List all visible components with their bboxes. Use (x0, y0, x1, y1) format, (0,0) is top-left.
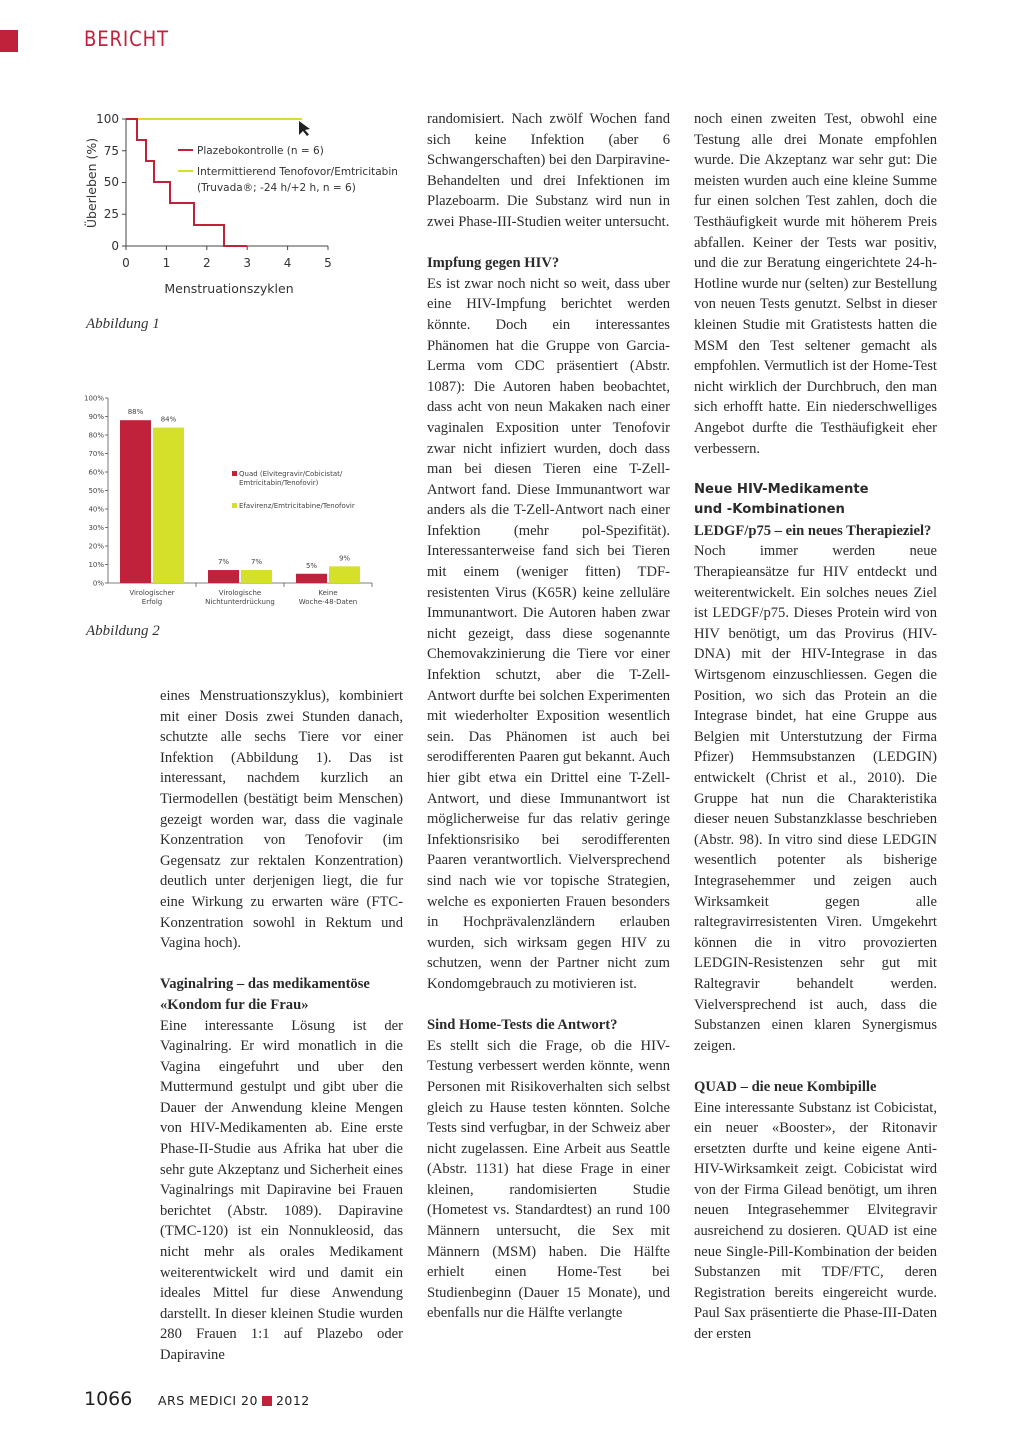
magazine-name: ARS MEDICI 20 (158, 1393, 258, 1408)
figure2-bar (120, 420, 151, 583)
figure2-bar (296, 574, 327, 583)
figure1-xtick: 1 (162, 256, 171, 270)
figure2-legend-label: Emtricitabin/Tenofovir) (239, 479, 319, 487)
figure2-ytick-label: 0% (92, 579, 104, 588)
figure2-category-label: Erfolg (141, 598, 163, 606)
figure2-category-label: Keine (318, 589, 338, 597)
figure1-ytick: 50 (103, 175, 119, 189)
page-number: 1066 (84, 1388, 133, 1410)
col2-heading-home-tests: Sind Home-Tests die Antwort? (427, 1017, 618, 1034)
figure2-ytick-label: 40% (88, 505, 104, 514)
figure2-caption: Abbildung 2 (86, 623, 160, 639)
col2-paragraph-1: randomisiert. Nach zwölf Wochen fand sich keine Infektion (aber 6 Schwangerschaften) bei den Darpiravine-Behandelten und drei Infektionen im Plazeboarm. Die Substanz wird nun in zwei Phase-III-Studien weiter untersucht. (427, 111, 670, 230)
column-3 (694, 109, 937, 1345)
figure2-category-label: Virologischer (129, 589, 175, 597)
col2-heading-impfung: Impfung gegen HIV? (427, 255, 560, 272)
figure2-ytick-label: 20% (88, 542, 104, 551)
col3-heading-neue-medikamente: Neue HIV-Medikamente und -Kombinationen (694, 481, 869, 518)
figure2-legend-label: Efavirenz/Emtricitabine/Tenofovir (239, 502, 355, 510)
figure2-data-label: 7% (250, 558, 263, 567)
figure1-xtick: 5 (324, 256, 332, 270)
figure2-data-label: 9% (338, 554, 351, 563)
figure2-bar (208, 570, 239, 583)
figure2-ytick-label: 90% (88, 413, 104, 421)
figure1-xtick: 0 (122, 256, 130, 270)
figure2-data-label: 84% (160, 415, 177, 424)
column-1 (160, 686, 403, 1366)
figure1-xtick: 3 (243, 256, 252, 270)
figure1-ytick: 100 (96, 112, 119, 126)
column-2 (427, 109, 670, 1324)
figure2-legend-swatch (232, 503, 237, 508)
figure2-ytick-label: 50% (88, 487, 104, 495)
figure1-xtick: 4 (283, 256, 292, 270)
figure1-legend-placebo: Plazebokontrolle (n = 6) (197, 145, 324, 157)
figure1-chart (82, 105, 412, 305)
figure1-yticks (96, 112, 126, 253)
figure2-bar (241, 570, 272, 583)
figure1-xlabel: Menstruationszyklen (164, 281, 294, 296)
col1-paragraph-2: Eine interessante Lösung ist der Vaginalring. Er wird monatlich in die Vagina eingefuhrt und uber den Muttermund gestulpt und gibt uber die Dauer der Anwendung kleine Mengen von HIV-Medikamenten ab. Eine erste Phase-II-Studie aus Afrika hat uber die sehr gute Akzeptanz und Sicherheit eines Vaginalrings mit Dapiravine bei Frauen berichtet (Abstr. 1089). Dapiravine (TMC-120) ist ein Nonnukleosid, das nicht mehr als orales Medikament weiterentwickelt wird und damit ein ideales Mittel fur diese Anwendung darstellt. In dieser kleinen Studie wurden 280 Frauen 1:1 auf Plazebo oder Dapiravine (160, 1017, 403, 1363)
col3-paragraph-1: noch einen zweiten Test, obwohl eine Testung alle drei Monate empfohlen wurde. Die Akzeptanz war sehr gut: Die meisten wurden auch eine kleine Summe fur einen solchen Test zahlen, doch die Testhäufigkeit wurde mit höherem Preis abfallen. Keiner der Tests war positiv, und die zur Beratung eingerichtete 24-h-Hotline wurde nur (selten) zur Bestellung von neuen Tests genutzt. Selbst in dieser kleinen Studie mit Gratistests hatten die MSM den Test seltener gemacht als empfohlen. Vermutlich ist der Home-Test nicht wirklich der Durchbruch, den man sich erhofft hatte. Ein niederschwelliges Angebot durfte die Testhäufigkeit eher verbessern. (694, 111, 937, 457)
col3-heading-ledgf: LEDGF/p75 – ein neues Therapieziel? (694, 522, 932, 539)
section-color-marker (0, 30, 18, 52)
figure1-xticks (122, 246, 332, 270)
figure2-bar (329, 566, 360, 583)
col2-paragraph-3: Es stellt sich die Frage, ob die HIV-Testung verbessert werden könnte, wenn Personen mit Risikoverhalten sich selbst gleich zu Hause testen könnten. Solche Tests sind verfugbar, in der Schweiz aber nicht zugelassen. Eine Arbeit aus Seattle (Abstr. 1131) hat diese Frage in einer kleinen, randomisierten Studie (Hometest vs. Standardtest) an rund 100 Männern untersucht, die Sex mit Männern (MSM) haben. Die Hälfte erhielt einen Home-Test bei Studienbeginn (Dauer 15 Monate), und ebenfalls nur die Hälfte verlangte (427, 1037, 670, 1322)
footer-square-marker (262, 1396, 272, 1406)
figure1-ylabel: Überleben (%) (84, 137, 99, 229)
figure2-chart (82, 390, 412, 615)
magazine-issue (158, 1393, 310, 1408)
figure2-ytick-label: 70% (88, 450, 104, 458)
figure2-data-label: 5% (305, 561, 318, 570)
figure2-bar (153, 428, 184, 583)
figure1-ytick: 75 (103, 144, 119, 158)
figure2-ytick-label: 100% (83, 394, 104, 403)
figure2-data-label: 7% (217, 558, 230, 567)
figure1-legend-truvada: Intermittierend Tenofovor/Emtricitabin (197, 166, 398, 178)
figure1-ytick: 25 (103, 207, 119, 221)
figure2-category-label: Woche-48-Daten (298, 598, 358, 606)
figure2-ytick-label: 10% (88, 561, 104, 569)
cursor-arrow-icon (299, 121, 310, 136)
figure2-ytick-label: 60% (88, 468, 104, 477)
col3-paragraph-3: Eine interessante Substanz ist Cobicistat, ein neuer «Booster», der Ritonavir ersetzten durfte und keine eigene Anti-HIV-Wirksamkeit zeigt. Cobicistat wird von der Firma Gilead benötigt, um ihren neuen Integrasehemmer Elvitegravir ausreichend zu dosieren. QUAD ist eine neue Single-Pill-Kombination der beiden Substanzen mit TDF/FTC, deren Registration bereits eingereicht wurde. Paul Sax präsentierte die Phase-III-Daten der ersten (694, 1099, 937, 1343)
col1-paragraph-1: eines Menstruationszyklus), kombiniert mit einer Dosis zwei Stunden danach, schutzte alle sechs Tiere vor einer Infektion (Abbildung 1). Das ist interessant, nachdem kurzlich an Tiermodellen (bestätigt beim Menschen) gezeigt worden war, dass die vaginale Konzentration von Tenofovir (im Gegensatz zur rektalen Konzentration) deutlich unter derjenigen liegt, die fur eine Wirkung zu erwarten wäre (FTC-Konzentration sowohl in Rektum und Vagina hoch). (160, 688, 403, 952)
col1-heading-vaginalring: Vaginalring – das medikamentöse «Kondom fur die Frau» (160, 976, 370, 1013)
figure1-xtick: 2 (202, 256, 211, 270)
figure2-legend-label: Quad (Elvitegravir/Cobicistat/ (239, 470, 343, 478)
magazine-year: 2012 (275, 1393, 310, 1408)
figure2-ytick-label: 30% (88, 524, 104, 532)
figure1-caption: Abbildung 1 (86, 316, 160, 332)
figure2-legend-swatch (232, 471, 237, 476)
figure1-ytick: 0 (111, 239, 119, 253)
col2-paragraph-2: Es ist zwar noch nicht so weit, dass uber eine HIV-Impfung berichtet werden könnte. Doch ein interessantes Phänomen hat die Gruppe von Garcia-Lerma vom CDC präsentiert (Abstr. 1087): Die Autoren haben beobachtet, dass acht von neun Makaken nach einer vaginalen Exposition unter Tenofovir zwar nicht infiziert wurden, doch dass man bei diesen Tieren eine T-Zell-Antwort fand. Diese Immunantwort war anders als die T-Zell-Antwort nach einer Infektion (mehr pol-Spezifität). Interessanterweise fand sich bei Tieren mit einem (weniger fitten) TDF-resistenten Virus (K65R) keine zelluläre Immunantwort. Die Autoren haben zwar nicht gezeigt, dass diese sogenannte Chemovakzinierung die Tiere vor einer Infektion schutzt, aber die T-Zell-Antwort durfte bei solchen Experimenten mit wiederholter Exposition wesentlich sein. Das Phänomen ist auch bei serodifferenten Paaren gut bekannt. Auch hier gibt etwa ein Drittel eine T-Zell-Antwort, und diese Immunantwort ist möglicherweise fur das relativ geringe Infektionsrisiko bei serodifferenten Paaren verantwortlich. Vielversprechend sind nach wie vor topische Strategien, welche es exponierten Frauen besonders in Hochprävalenzländern erlauben wurden, sich wirksam gegen HIV zu schutzen, wenn der Partner nicht zum Kondomgebrauch zu motivieren ist. (427, 275, 670, 992)
figure2-category-label: Nichtunterdrückung (205, 598, 275, 606)
col3-paragraph-2: Noch immer werden neue Therapieansätze fur HIV entdeckt und weiterentwickelt. Ein solches neues Ziel ist LEDGF/p75. Dieses Protein wird von HIV benötigt, um das Provirus (HIV-DNA) mit der HIV-Integrase in das Wirtsgenom einzuschliessen. Gegen die Position, wo sich das Protein an die Integrase bindet, hat eine Gruppe aus Belgien mit Unterstutzung der Firma Pfizer) Hemmsubstanzen (LEDGIN) entwickelt (Christ et al., 2010). Die Gruppe hat nun die Charakteristika dieser neuen Substanzklasse beschrieben (Abstr. 98). In vitro sind diese LEDGIN wesentlich potenter als bisherige Integrasehemmer und zeigen auch Wirksamkeit gegen alle raltegravirresistenten Viren. Umgekehrt können die in vitro provozierten LEDGIN-Resistenzen sehr gut mit Raltegravir behandelt werden. Vielversprechend ist auch, dass die Substanzen einen klaren Synergismus zeigen. (694, 543, 937, 1054)
figure2-ytick-label: 80% (88, 431, 104, 440)
section-title: BERICHT (84, 27, 169, 51)
figure1-legend-truvada-detail: (Truvada®; -24 h/+2 h, n = 6) (197, 182, 356, 194)
figure2-category-label: Virologische (218, 589, 262, 597)
col3-heading-quad: QUAD – die neue Kombipille (694, 1078, 877, 1095)
figure2-data-label: 88% (127, 408, 144, 417)
